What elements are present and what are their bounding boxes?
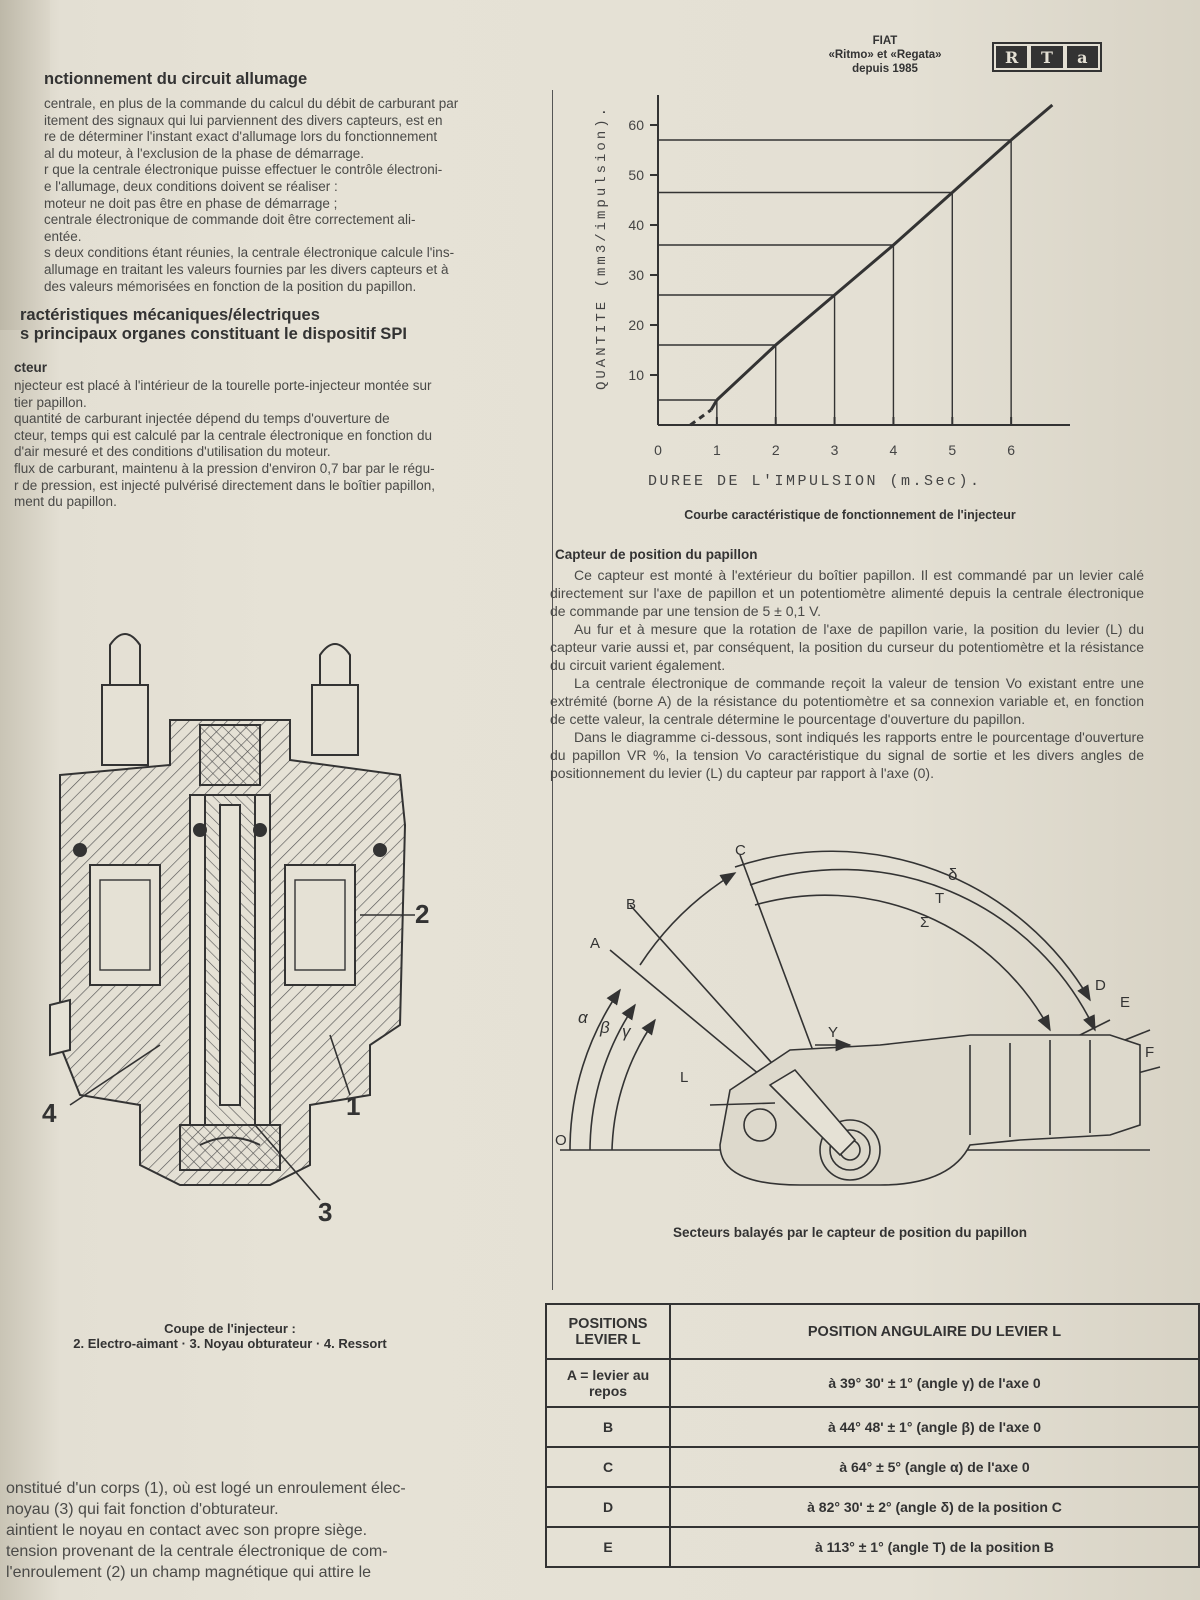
capteur-paragraph: Au fur et à mesure que la rotation de l'axe de papillon varie, la position du levier (L) du capteur varie aussi et, par conséquent, la position du curseur du potentiomètre et la résistance du circuit varient également. bbox=[550, 621, 1144, 673]
table-row bbox=[546, 1407, 1199, 1447]
table-header-row bbox=[546, 1304, 1199, 1359]
chart-ylabel: QUANTITE (mm3/impulsion). bbox=[594, 104, 610, 390]
y-tick-label: 50 bbox=[628, 167, 644, 183]
text-line: ment du papillon. bbox=[14, 494, 117, 510]
table-cell-angle: à 113° ± 1° (angle T) de la position B bbox=[670, 1527, 1199, 1567]
text-line: entée. bbox=[44, 228, 82, 244]
diagram-label-B: B bbox=[626, 896, 637, 913]
text-line: flux de carburant, maintenu à la pression d'environ 0,7 bar par le régu- bbox=[14, 460, 435, 476]
table-header: POSITION ANGULAIRE DU LEVIER L bbox=[670, 1304, 1199, 1359]
text-line: al du moteur, à l'exclusion de la phase de démarrage. bbox=[44, 145, 365, 161]
title-line: s principaux organes constituant le dispositif SPI bbox=[20, 325, 407, 343]
positions-table bbox=[545, 1303, 1200, 1568]
previous-page-edge bbox=[0, 0, 50, 330]
x-tick-label: 3 bbox=[830, 442, 839, 458]
text-line: noyau (3) qui fait fonction d'obturateur. bbox=[6, 1501, 279, 1518]
text-line: des valeurs mémorisées en fonction de la position du papillon. bbox=[44, 278, 417, 294]
diagram-label-D: D bbox=[1095, 977, 1106, 994]
table-cell-position: B bbox=[546, 1407, 670, 1447]
caption-line: 2. Electro-aimant · 3. Noyau obturateur · 4. Ressort bbox=[73, 1336, 387, 1351]
capteur-paragraph: La centrale électronique de commande reçoit la valeur de tension Vo existant entre une extrémité (borne A) de la résistance du potentiomètre et sa connexion variable et, en fonction de cette valeur, la centrale détermine le pourcentage d'ouverture du papillon. bbox=[550, 675, 1144, 727]
text-line: moteur ne doit pas être en phase de démarrage ; bbox=[44, 195, 338, 211]
caption-line: Coupe de l'injecteur : bbox=[164, 1321, 296, 1336]
capteur-paragraph: Ce capteur est monté à l'extérieur du boîtier papillon. Il est commandé par un levier calé directement sur l'axe de papillon et un potentiomètre alimenté depuis la centrale électronique de commande par une tension de 5 ± 0,1 V. bbox=[550, 567, 1144, 619]
chart-xlabel: DUREE DE L'IMPULSION (m.Sec). bbox=[648, 473, 982, 490]
table-cell-position: C bbox=[546, 1447, 670, 1487]
text-line: tier papillon. bbox=[14, 394, 87, 410]
text-line: itement des signaux qui lui parviennent des divers capteurs, est en bbox=[44, 112, 443, 128]
diagram-label-O: O bbox=[555, 1132, 567, 1149]
injector-characteristic-chart bbox=[580, 90, 1120, 510]
diagram-label-E: E bbox=[1120, 994, 1131, 1011]
table-cell-angle: à 64° ± 5° (angle α) de l'axe 0 bbox=[670, 1447, 1199, 1487]
x-tick-label: 2 bbox=[771, 442, 780, 458]
diagram-label-L: L bbox=[680, 1069, 689, 1086]
figure-label-1: 1 bbox=[346, 1091, 361, 1121]
header-models: «Ritmo» et «Regata» bbox=[828, 49, 942, 61]
text-line: aintient le noyau en contact avec son propre siège. bbox=[6, 1522, 368, 1539]
text-line: d'air mesuré et des conditions d'utilisation du moteur. bbox=[14, 444, 331, 460]
logo-letter: R bbox=[996, 46, 1027, 68]
text-line: onstitué d'un corps (1), où est logé un enroulement élec- bbox=[6, 1480, 406, 1497]
text-line: e l'allumage, deux conditions doivent se réaliser : bbox=[44, 178, 338, 194]
text-line: r que la centrale électronique puisse effectuer le contrôle électroni- bbox=[44, 162, 443, 178]
section-title-caracteristiques bbox=[20, 306, 407, 344]
table-header: POSITIONS LEVIER L bbox=[546, 1304, 670, 1359]
sector-diagram-caption: Secteurs balayés par le capteur de position du papillon bbox=[672, 1225, 1028, 1240]
y-tick-label: 30 bbox=[628, 267, 644, 283]
table-row bbox=[546, 1527, 1199, 1567]
section-allumage-text bbox=[44, 96, 534, 295]
diagram-label-C: C bbox=[735, 845, 746, 859]
diagram-label-gamma: γ bbox=[622, 1022, 631, 1041]
section-title-allumage: nctionnement du circuit allumage bbox=[44, 70, 308, 88]
x-tick-label: 6 bbox=[1007, 442, 1016, 458]
curve-extension bbox=[1011, 105, 1052, 140]
y-tick-label: 40 bbox=[628, 217, 644, 233]
table-row bbox=[546, 1487, 1199, 1527]
diagram-label-A: A bbox=[590, 935, 601, 952]
page-header bbox=[790, 34, 980, 76]
diagram-label-beta: β bbox=[600, 1018, 610, 1037]
text-line: r de pression, est injecté pulvérisé directement dans le boîtier papillon, bbox=[14, 477, 435, 493]
x-tick-label: 1 bbox=[712, 442, 721, 458]
text-line: allumage en traitant les valeurs fournies par les divers capteurs et à bbox=[44, 261, 449, 277]
text-line: centrale, en plus de la commande du calcul du débit de carburant par bbox=[44, 96, 459, 111]
header-since: depuis 1985 bbox=[852, 63, 918, 75]
table-cell-position: E bbox=[546, 1527, 670, 1567]
figure-label-4: 4 bbox=[42, 1098, 57, 1128]
figure-label-3: 3 bbox=[318, 1197, 333, 1227]
table-cell-angle: à 39° 30' ± 1° (angle γ) de l'axe 0 bbox=[670, 1359, 1199, 1407]
header-brand: FIAT bbox=[872, 35, 898, 47]
sector-diagram bbox=[550, 845, 1190, 1205]
curve-dashed-start bbox=[690, 410, 711, 425]
capteur-paragraph: Dans le diagramme ci-dessous, sont indiqués les rapports entre le pourcentage d'ouverture du papillon VR %, la tension Vo caractéristique du signal de sortie et les divers angles de positionnement du levier (L) du capteur par rapport à l'axe (0). bbox=[550, 729, 1144, 781]
text-line: cteur, temps qui est calculé par la centrale électronique en fonction du bbox=[14, 427, 432, 443]
table-cell-angle: à 44° 48' ± 1° (angle β) de l'axe 0 bbox=[670, 1407, 1199, 1447]
text-line: s deux conditions étant réunies, la centrale électronique calcule l'ins- bbox=[44, 245, 455, 261]
capteur-text bbox=[550, 566, 1144, 782]
y-tick-label: 10 bbox=[628, 367, 644, 383]
table-cell-angle: à 82° 30' ± 2° (angle δ) de la position C bbox=[670, 1487, 1199, 1527]
table-row bbox=[546, 1447, 1199, 1487]
y-tick-label: 60 bbox=[628, 117, 644, 133]
table-cell-position: A = levier au repos bbox=[546, 1359, 670, 1407]
chart-title: Courbe caractéristique de fonctionnement de l'injecteur bbox=[684, 508, 1016, 522]
curve-start-segment bbox=[711, 400, 717, 410]
characteristic-curve bbox=[717, 140, 1011, 400]
injecteur-text bbox=[14, 378, 534, 511]
x-tick-label: 5 bbox=[948, 442, 957, 458]
y-tick-label: 20 bbox=[628, 317, 644, 333]
x-tick-label: 4 bbox=[889, 442, 898, 458]
injector-cross-section-figure bbox=[30, 625, 470, 1285]
logo-letter: a bbox=[1067, 46, 1098, 68]
rta-logo bbox=[992, 42, 1102, 72]
table-row bbox=[546, 1359, 1199, 1407]
diagram-label-delta: δ bbox=[948, 865, 958, 884]
figure-label-2: 2 bbox=[415, 899, 430, 929]
subsection-title-injecteur: cteur bbox=[14, 360, 48, 375]
diagram-label-Y: Y bbox=[828, 1024, 839, 1041]
x-tick-label: 0 bbox=[654, 442, 662, 458]
text-line: tension provenant de la centrale électronique de com- bbox=[6, 1543, 388, 1560]
table-cell-position: D bbox=[546, 1487, 670, 1527]
diagram-label-F: F bbox=[1145, 1044, 1155, 1061]
text-line: l'enroulement (2) un champ magnétique qui attire le bbox=[6, 1564, 372, 1581]
text-line: quantité de carburant injectée dépend du temps d'ouverture de bbox=[14, 411, 390, 427]
text-line: centrale électronique de commande doit être correctement ali- bbox=[44, 212, 416, 228]
injector-figure-caption bbox=[0, 1321, 460, 1351]
text-line: re de déterminer l'instant exact d'allumage lors du fonctionnement bbox=[44, 129, 438, 145]
text-line: njecteur est placé à l'intérieur de la tourelle porte-injecteur montée sur bbox=[14, 378, 432, 393]
diagram-label-alpha: α bbox=[578, 1008, 588, 1027]
title-line: ractéristiques mécaniques/électriques bbox=[20, 306, 320, 324]
injector-bottom-text bbox=[6, 1478, 511, 1583]
diagram-label-sigma: Σ bbox=[920, 914, 930, 931]
capteur-title: Capteur de position du papillon bbox=[555, 547, 758, 562]
logo-letter: T bbox=[1031, 46, 1062, 68]
diagram-label-tau: T bbox=[935, 890, 945, 907]
